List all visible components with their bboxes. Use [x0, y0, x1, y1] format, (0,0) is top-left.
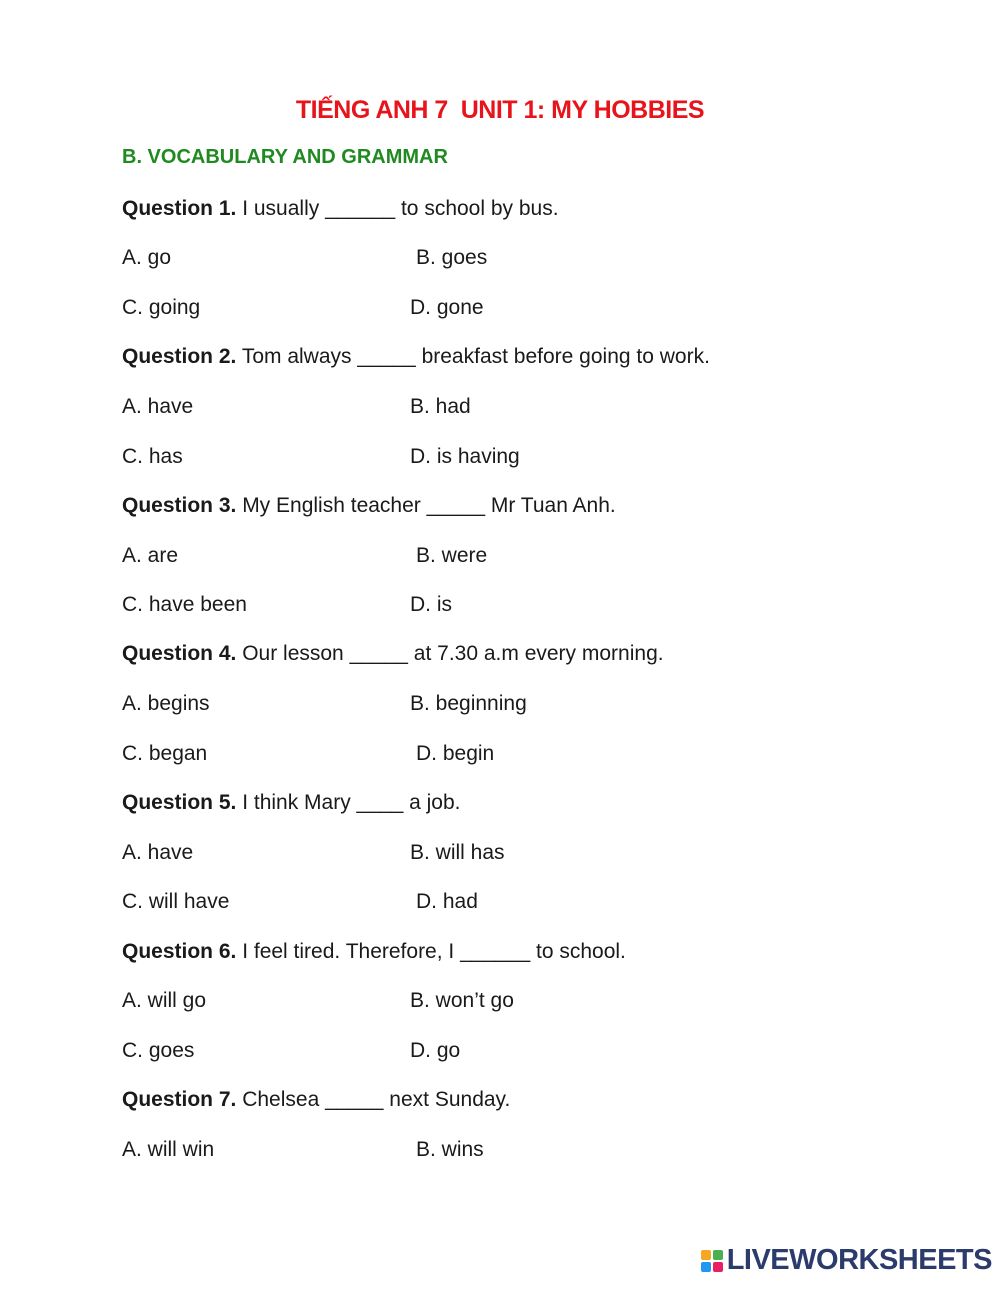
option-7b: B. wins [416, 1138, 484, 1161]
question-number: Question 2. [122, 345, 237, 368]
logo-block [701, 1250, 711, 1260]
option-1b: B. goes [416, 246, 488, 269]
question-1 [122, 196, 559, 222]
liveworksheets-logo [701, 1244, 992, 1277]
option-3b: B. were [416, 544, 488, 567]
option-4a: A. begins [122, 692, 210, 715]
option-5a: A. have [122, 841, 194, 864]
option-1c: C. going [122, 296, 201, 319]
option-1d: D. gone [410, 296, 484, 319]
option-4d: D. begin [416, 742, 495, 765]
question-number: Question 7. [122, 1088, 237, 1111]
question-text: I feel tired. Therefore, I ______ to school. [236, 940, 626, 963]
question-7 [122, 1087, 510, 1113]
question-number: Question 5. [122, 791, 237, 814]
option-4b: B. beginning [410, 692, 527, 715]
question-text: Our lesson _____ at 7.30 a.m every morning. [236, 642, 664, 665]
option-2b: B. had [410, 395, 471, 418]
option-5d: D. had [416, 890, 478, 913]
option-2d: D. is having [410, 445, 520, 468]
logo-blocks-icon [701, 1250, 723, 1272]
question-text: Tom always _____ breakfast before going to work. [236, 345, 710, 368]
option-6b: B. won’t go [410, 989, 514, 1012]
logo-text: LIVEWORKSHEETS [726, 1244, 992, 1276]
logo-block [713, 1262, 723, 1272]
option-6c: C. goes [122, 1039, 195, 1062]
question-3 [122, 493, 616, 519]
question-text: I usually ______ to school by bus. [236, 197, 559, 220]
option-3a: A. are [122, 544, 179, 567]
question-6 [122, 939, 626, 965]
question-number: Question 1. [122, 197, 237, 220]
option-1a: A. go [122, 246, 172, 269]
option-5c: C. will have [122, 890, 230, 913]
option-2a: A. have [122, 395, 194, 418]
question-number: Question 3. [122, 494, 237, 517]
option-4c: C. began [122, 742, 208, 765]
question-4 [122, 641, 664, 667]
question-text: My English teacher _____ Mr Tuan Anh. [236, 494, 616, 517]
option-2c: C. has [122, 445, 183, 468]
option-7a: A. will win [122, 1138, 215, 1161]
option-6a: A. will go [122, 989, 207, 1012]
question-number: Question 6. [122, 940, 237, 963]
page-title: TIẾNG ANH 7 UNIT 1: MY HOBBIES [295, 96, 705, 124]
question-2 [122, 344, 710, 370]
logo-block [701, 1262, 711, 1272]
question-number: Question 4. [122, 642, 237, 665]
question-text: Chelsea _____ next Sunday. [236, 1088, 511, 1111]
question-text: I think Mary ____ a job. [236, 791, 461, 814]
option-3c: C. have been [122, 593, 247, 616]
question-5 [122, 790, 460, 816]
logo-block [713, 1250, 723, 1260]
option-5b: B. will has [410, 841, 505, 864]
option-3d: D. is [410, 593, 452, 616]
option-6d: D. go [410, 1039, 461, 1062]
section-heading: B. VOCABULARY AND GRAMMAR [122, 146, 448, 168]
